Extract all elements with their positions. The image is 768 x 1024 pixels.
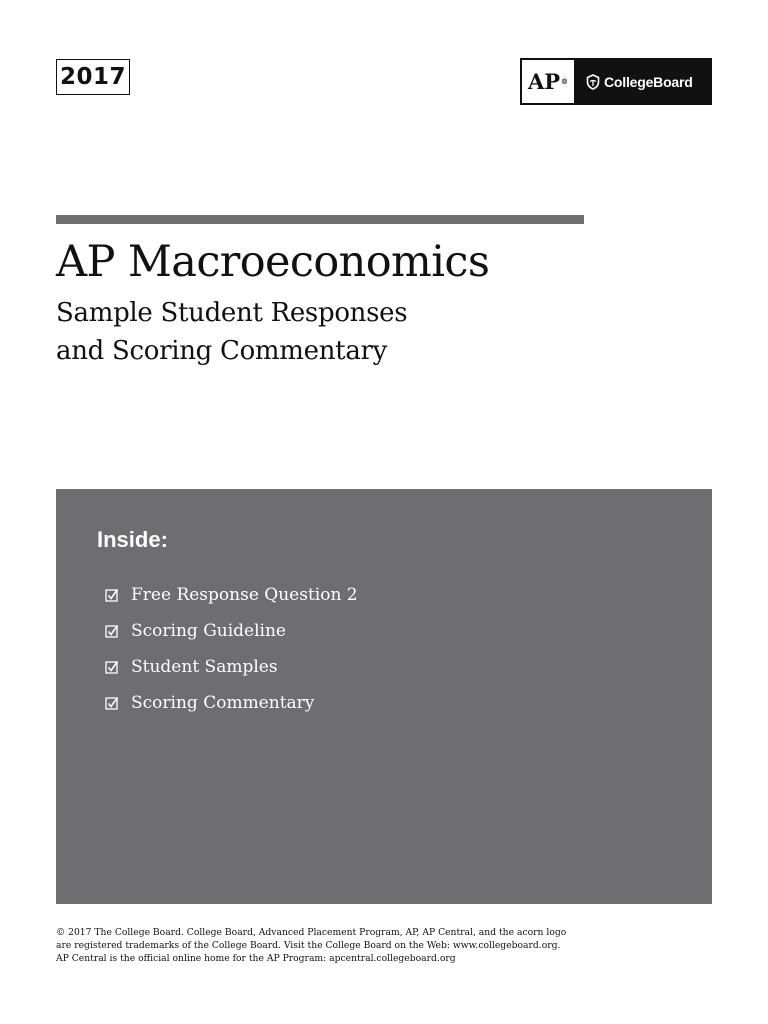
footer-line-2: are registered trademarks of the College Board. Visit the College Board on the Web: www.collegeboard.org. [56,939,561,951]
registered-mark: ® [561,77,569,86]
list-item-label: Free Response Question 2 [131,585,358,605]
ap-logo-mark [522,60,574,103]
copyright-footer [56,927,712,966]
ap-college-board-logo [520,58,712,105]
list-item [105,685,358,721]
checked-box-icon [105,588,119,602]
footer-line-3: AP Central is the official online home for the AP Program: apcentral.collegeboard.org [56,953,456,964]
checked-box-icon [105,696,119,710]
year-badge: 2017 [56,59,130,95]
document-subtitle [56,294,407,370]
document-title: AP Macroeconomics [56,237,490,287]
inside-panel [56,489,712,904]
list-item [105,613,358,649]
inside-heading: Inside: [97,527,168,552]
inside-list [105,577,358,721]
college-board-wordmark [574,60,710,103]
college-board-text: CollegeBoard [604,73,693,90]
list-item-label: Scoring Guideline [131,621,286,641]
checked-box-icon [105,660,119,674]
subtitle-line-1: Sample Student Responses [56,298,408,328]
list-item-label: Scoring Commentary [131,693,315,713]
footer-line-1: © 2017 The College Board. College Board, Advanced Placement Program, AP, AP Central, and the acorn logo [56,927,567,938]
list-item-label: Student Samples [131,657,278,677]
subtitle-line-2: and Scoring Commentary [56,336,388,366]
list-item [105,649,358,685]
checked-box-icon [105,624,119,638]
list-item [105,577,358,613]
acorn-icon [586,74,600,90]
title-rule [56,215,584,224]
ap-logo-text: AP [527,69,561,94]
